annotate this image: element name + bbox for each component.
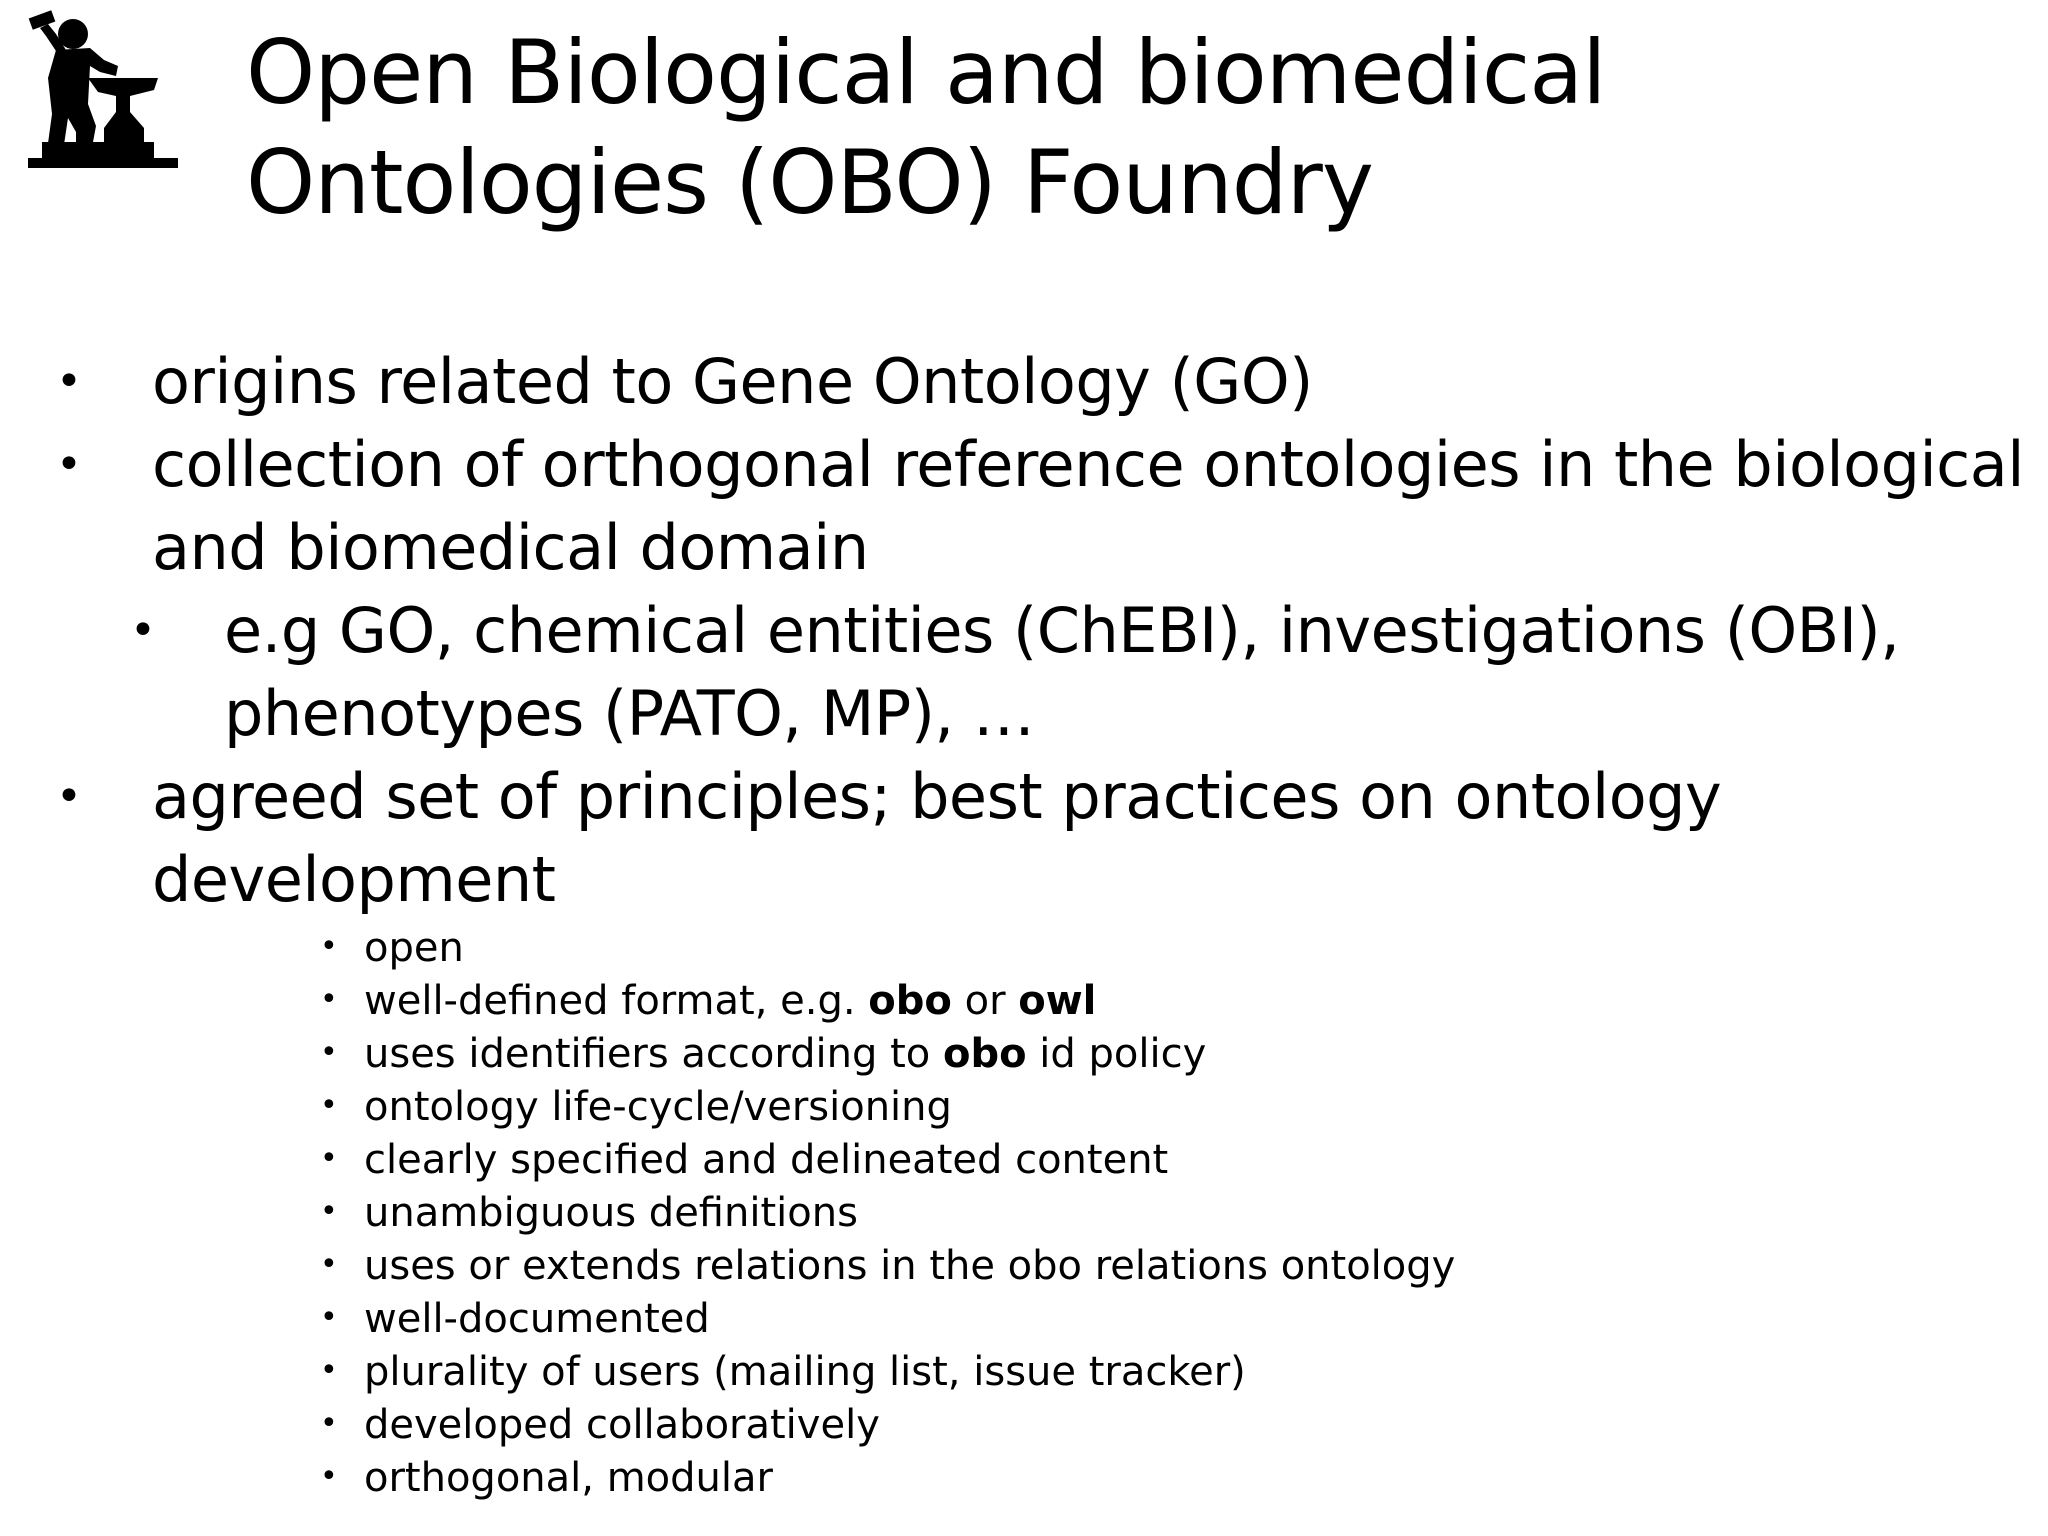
list-item: • open bbox=[0, 922, 2048, 975]
list-item: • ontology life-cycle/versioning bbox=[0, 1081, 2048, 1134]
bullet-icon: • bbox=[320, 1353, 338, 1388]
list-item: • e.g GO, chemical entities (ChEBI), investigations (OBI), phenotypes (PATO, MP), … bbox=[0, 589, 2048, 755]
list-item: • well-documented bbox=[0, 1293, 2048, 1346]
list-item: • uses or extends relations in the obo relations ontology bbox=[0, 1240, 2048, 1293]
bullet-icon: • bbox=[320, 1035, 338, 1070]
list-item: • plurality of users (mailing list, issue tracker) bbox=[0, 1346, 2048, 1399]
list-item: • developed collaboratively bbox=[0, 1399, 2048, 1452]
title-line-1: Open Biological and biomedical bbox=[246, 21, 1606, 124]
bullet-icon: • bbox=[56, 439, 82, 490]
list-item: • unambiguous definitions bbox=[0, 1187, 2048, 1240]
principles-list bbox=[0, 922, 2048, 1505]
blacksmith-anvil-icon bbox=[18, 8, 184, 178]
list-item: • clearly specified and delineated content bbox=[0, 1134, 2048, 1187]
bullet-icon: • bbox=[320, 1300, 338, 1335]
bullet-icon: • bbox=[320, 929, 338, 964]
bullet-icon: • bbox=[320, 1247, 338, 1282]
list-item: • agreed set of principles; best practices on ontology development bbox=[0, 755, 2048, 921]
bullet-icon: • bbox=[130, 605, 156, 656]
bullet-icon: • bbox=[56, 356, 82, 407]
list-item: • uses identifiers according to obo id policy bbox=[0, 1028, 2048, 1081]
bullet-icon: • bbox=[320, 1459, 338, 1494]
bullet-icon: • bbox=[320, 1194, 338, 1229]
bullet-icon: • bbox=[320, 1088, 338, 1123]
bullet-icon: • bbox=[320, 1406, 338, 1441]
slide-title bbox=[246, 18, 1606, 238]
list-item: • origins related to Gene Ontology (GO) bbox=[0, 340, 2048, 423]
list-item: • orthogonal, modular bbox=[0, 1452, 2048, 1505]
title-line-2: Ontologies (OBO) Foundry bbox=[246, 131, 1373, 234]
bullet-icon: • bbox=[320, 982, 338, 1017]
bullet-icon: • bbox=[56, 771, 82, 822]
main-bullet-list bbox=[0, 340, 2048, 921]
bullet-icon: • bbox=[320, 1141, 338, 1176]
list-item: • well-defined format, e.g. obo or owl bbox=[0, 975, 2048, 1028]
list-item: • collection of orthogonal reference ontologies in the biological and biomedical domain bbox=[0, 423, 2048, 589]
